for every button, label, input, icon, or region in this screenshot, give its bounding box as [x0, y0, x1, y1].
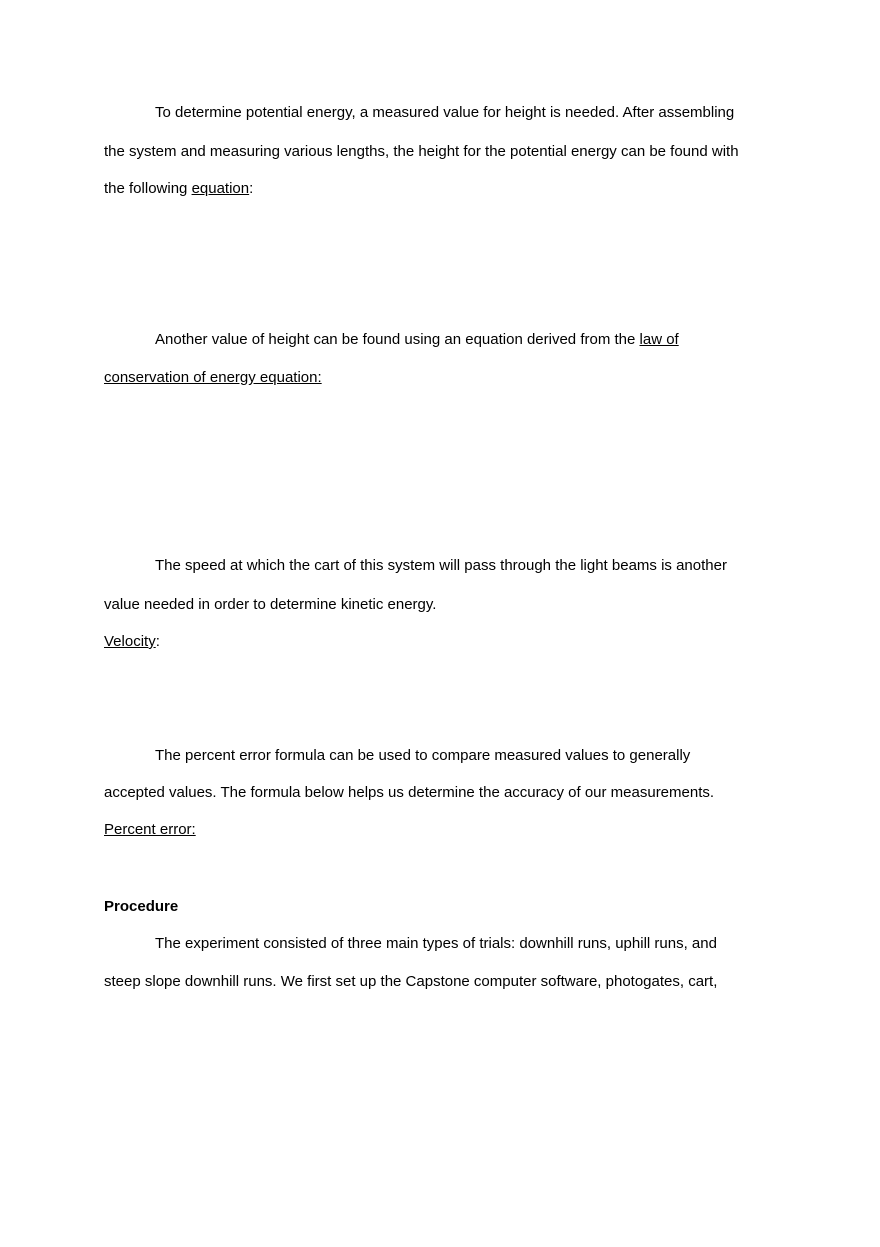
velocity-label [104, 633, 160, 651]
procedure-line-1: The experiment consisted of three main types of trials: downhill runs, uphill runs, and [155, 935, 717, 952]
p1-line-3-prefix: the following [104, 180, 192, 197]
velocity-label-suffix: : [155, 633, 160, 650]
law-of-link: law of [639, 331, 679, 348]
p1-line-3 [104, 180, 253, 198]
procedure-heading: Procedure [104, 898, 179, 915]
p4-line-2: accepted values. The formula below helps us determine the accuracy of our measurements. [104, 784, 715, 801]
procedure-line-2: steep slope downhill runs. We first set up the Capstone computer software, photogates, cart, [104, 973, 718, 990]
p1-line-1: To determine potential energy, a measured value for height is needed. After assembling [155, 104, 735, 121]
conservation-of-energy-link: conservation of energy equation: [104, 369, 322, 386]
p1-line-2: the system and measuring various lengths, the height for the potential energy can be found with [104, 143, 739, 160]
velocity-label-text: Velocity [104, 633, 156, 650]
p2-line-1 [155, 331, 679, 349]
p1-line-3-suffix: : [249, 180, 254, 197]
p2-line-1-prefix: Another value of height can be found using an equation derived from the [155, 331, 640, 348]
percent-error-label: Percent error: [104, 821, 196, 838]
p3-line-2: value needed in order to determine kinetic energy. [104, 596, 437, 613]
equation-link: equation [191, 180, 250, 197]
p4-line-1: The percent error formula can be used to compare measured values to generally [155, 747, 691, 764]
p3-line-1: The speed at which the cart of this system will pass through the light beams is another [155, 557, 727, 574]
